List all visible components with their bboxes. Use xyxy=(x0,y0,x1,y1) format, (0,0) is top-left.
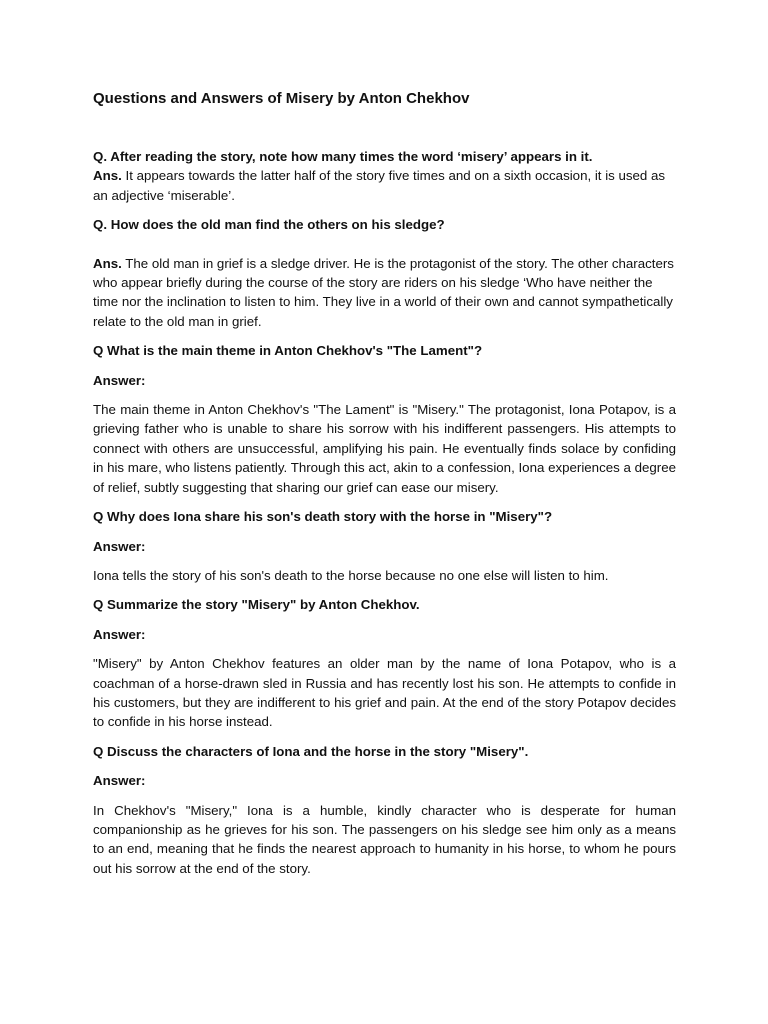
answer-5-label: Answer: xyxy=(93,626,146,642)
answer-5-text: "Misery" by Anton Chekhov features an older man by the name of Iona Potapov, who is a coachman of a horse-drawn sled in Russia and has recently lost his son. He attempts to confide in his customers, but they are indifferent to his grief and pain. At the end of the story Potapov decides to confide in his horse instead. xyxy=(93,656,676,730)
answer-3-text: The main theme in Anton Chekhov's "The Lament" is "Misery." The protagonist, Iona Potapov, is a grieving father who is unable to share his sorrow with his indifferent passengers. His attempts to connect with others are unsuccessful, amplifying his pain. He eventually finds solace by confiding in his mare, who listens patiently. Through this act, akin to a confession, Iona experiences a degree of relief, subtly suggesting that sharing our grief can ease our misery. xyxy=(93,402,676,495)
question-1: Q. After reading the story, note how many times the word ‘misery’ appears in it. xyxy=(93,149,593,164)
answer-6-text: In Chekhov's "Misery," Iona is a humble, kindly character who is desperate for human companionship as he grieves for his son. The passengers on his sledge see him only as a means to an end, meaning that he finds the nearest approach to humanity in his horse, to whom he pours out his sorrow at the end of the story. xyxy=(93,802,676,876)
answer-2 xyxy=(93,254,676,332)
answer-6-label: Answer: xyxy=(93,773,146,789)
question-5: Q Summarize the story "Misery" by Anton Chekhov. xyxy=(93,597,420,613)
answer-4-text: Iona tells the story of his son's death to the horse because no one else will listen to him. xyxy=(93,567,609,583)
document-page xyxy=(93,88,676,878)
answer-2-prefix: Ans. xyxy=(93,255,122,271)
answer-2-text: The old man in grief is a sledge driver. He is the protagonist of the story. The other characters who appear briefly during the course of the story are riders on his sledge ‘Who have neither the time nor the inclination to listen to him. They live in a world of their own and cannot sympathetically relate to the old man in grief. xyxy=(93,255,674,329)
answer-4-label: Answer: xyxy=(93,538,146,554)
answer-3-label: Answer: xyxy=(93,372,146,388)
answer-1-prefix: Ans. xyxy=(93,168,122,184)
question-4: Q Why does Iona share his son's death story with the horse in "Misery"? xyxy=(93,509,553,525)
question-2: Q. How does the old man find the others on his sledge? xyxy=(93,217,445,233)
answer-1-text: It appears towards the latter half of the story five times and on a sixth occasion, it is used as an adjective ‘miserable’. xyxy=(93,168,666,203)
page-title: Questions and Answers of Misery by Anton Chekhov xyxy=(93,90,470,107)
question-3: Q What is the main theme in Anton Chekhov's "The Lament"? xyxy=(93,343,483,359)
question-6: Q Discuss the characters of Iona and the horse in the story "Misery". xyxy=(93,743,529,759)
answer-1 xyxy=(93,166,676,205)
